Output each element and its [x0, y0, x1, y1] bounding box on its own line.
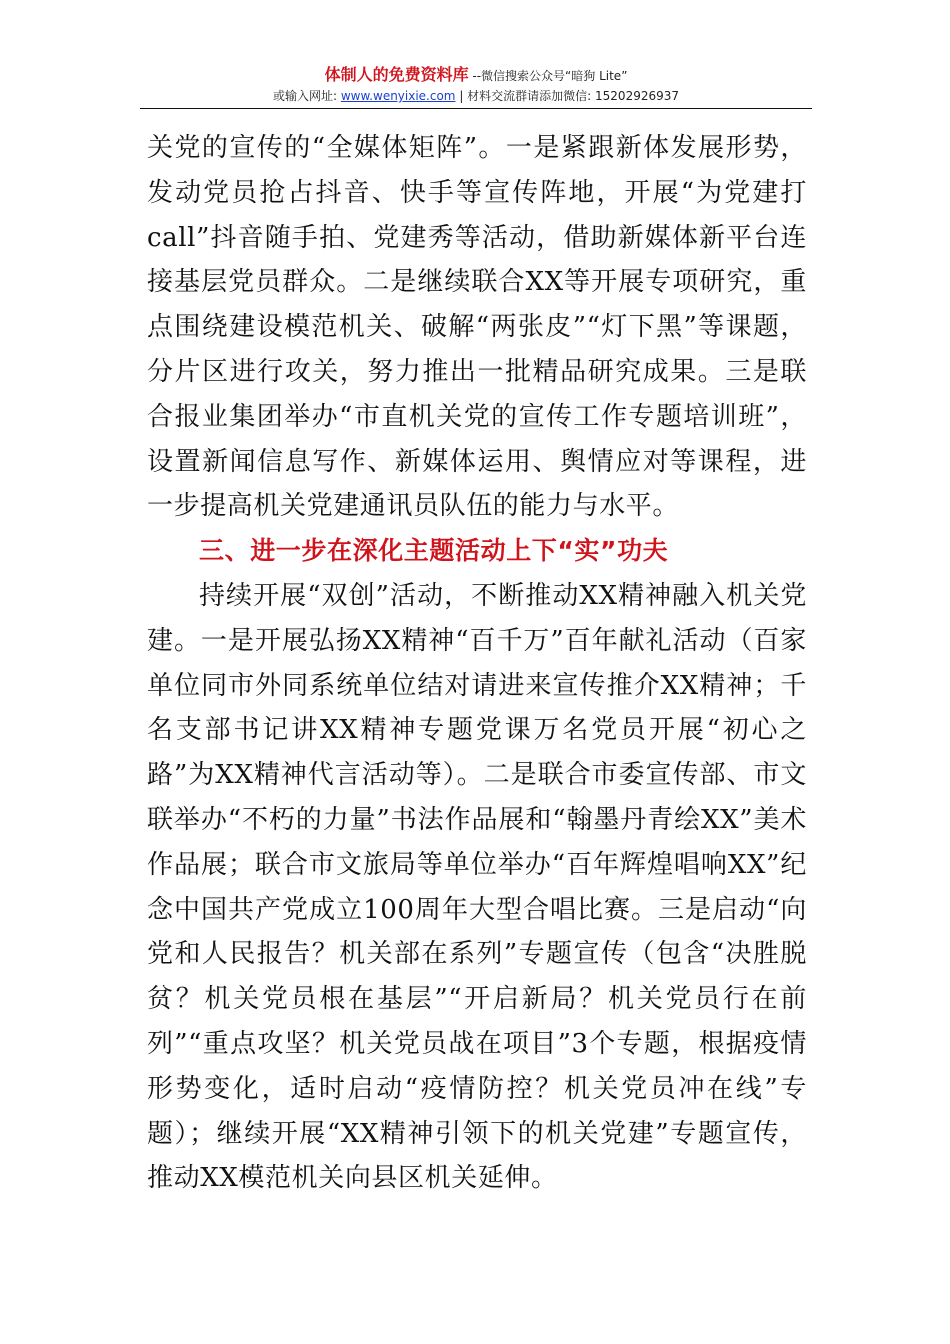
document-body [147, 126, 807, 1201]
page-header [140, 64, 812, 105]
section-heading: 三、进一步在深化主题活动上下“实”功夫 [199, 536, 669, 566]
wechat-tagline: --微信搜索公众号“暗狗 Lite” [468, 69, 628, 83]
contact-info: | 材料交流群请添加微信: 15202926937 [455, 89, 680, 103]
brand-title: 体制人的免费资料库 [324, 65, 469, 84]
header-contact-line [140, 87, 812, 105]
header-banner [140, 64, 812, 87]
paragraph-section-three: 持续开展“双创”活动，不断推动XX精神融入机关党建。一是开展弘扬XX精神“百千万”百年献礼活动（百家单位同市外同系统单位结对请进来宣传推介XX精神；千名支部书记讲XX精神专题党课万名党员开展“初心之路”为XX精神代言活动等）。二是联合市委宣传部、市文联举办“不朽的力量”书法作品展和“翰墨丹青绘XX”美术作品展；联合市文旅局等单位举办“百年辉煌唱响XX”纪念中国共产党成立100周年大型合唱比赛。三是启动“向党和人民报告？机关部在系列”专题宣传（包含“决胜脱贫？机关党员根在基层”“开启新局？机关党员行在前列”“重点攻坚？机关党员战在项目”3个专题，根据疫情形势变化，适时启动“疫情防控？机关党员冲在线”专题）；继续开展“XX精神引领下的机关党建”专题宣传，推动XX模范机关向县区机关延伸。 [147, 580, 807, 1194]
url-prefix: 或输入网址: [272, 89, 341, 103]
header-divider [140, 108, 812, 109]
paragraph-continued: 关党的宣传的“全媒体矩阵”。一是紧跟新体发展形势，发动党员抢占抖音、快手等宣传阵地，开展“为党建打call”抖音随手拍、党建秀等活动，借助新媒体新平台连接基层党员群众。二是继续联合XX等开展专项研究，重点围绕建设模范机关、破解“两张皮”“灯下黑”等课题，分片区进行攻关，努力推出一批精品研究成果。三是联合报业集团举办“市直机关党的宣传工作专题培训班”，设置新闻信息写作、新媒体运用、舆情应对等课程，进一步提高机关党建通讯员队伍的能力与水平。 [147, 133, 807, 522]
website-link[interactable]: www.wenyixie.com [340, 89, 456, 103]
